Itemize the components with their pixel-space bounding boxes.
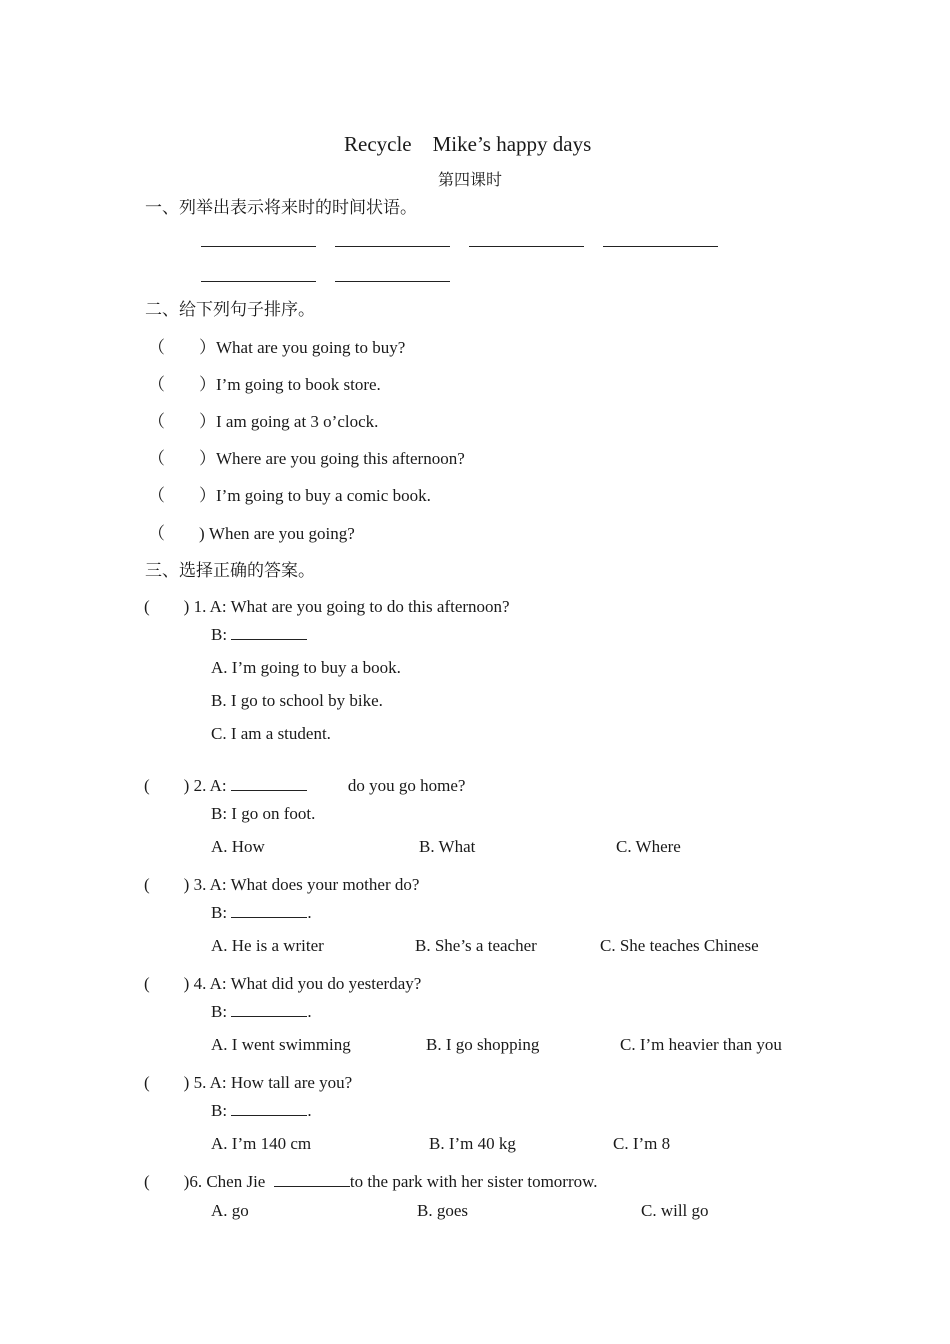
q4-option-a: A. I went swimming [211,1035,351,1054]
answer-blank[interactable] [603,246,718,247]
answer-blank[interactable] [231,776,307,791]
list-item [148,444,465,469]
q5-answer-line: B: . [211,1101,312,1120]
section3-heading: 三、选择正确的答案。 [145,561,315,580]
q2-option-b: B. What [419,837,476,856]
order-paren[interactable]: （ ） [148,449,216,468]
q1-option-a: A. I’m going to buy a book. [211,658,401,677]
q3-option-b: B. She’s a teacher [415,936,537,955]
answer-blank[interactable] [469,246,584,247]
q3-option-a: A. He is a writer [211,936,324,955]
list-item [148,333,405,358]
q2-option-c: C. Where [616,837,681,856]
answer-blank[interactable] [231,1101,307,1116]
section2-heading: 二、给下列句子排序。 [145,300,315,319]
order-paren[interactable]: （ ） [148,338,216,357]
order-paren[interactable]: （ ） [148,375,216,394]
q6-option-a: A. go [211,1201,249,1220]
lesson-subtitle: 第四课时 [438,172,503,189]
list-item [148,370,381,395]
sentence-text: Where are you going this afternoon? [216,449,465,468]
q4-answer-line: B: . [211,1002,312,1021]
q2-option-a: A. How [211,837,265,856]
sentence-text: ) When are you going? [199,524,355,543]
question-6: ( )6. Chen Jie to the park with her sister tomorrow. [144,1172,598,1191]
question-5: ( ) 5. A: How tall are you? [144,1073,353,1092]
q6-option-c: C. will go [641,1201,709,1220]
q4-option-b: B. I go shopping [426,1035,540,1054]
q1-option-c: C. I am a student. [211,724,331,743]
q5-option-b: B. I’m 40 kg [429,1134,516,1153]
list-item [148,519,355,544]
q2-answer-line: B: I go on foot. [211,804,316,823]
answer-blank[interactable] [274,1172,350,1187]
answer-blank[interactable] [335,246,450,247]
list-item [148,481,431,506]
sentence-text: I’m going to book store. [216,375,381,394]
answer-blank[interactable] [231,625,307,640]
list-item [148,407,378,432]
sentence-text: I’m going to buy a comic book. [216,486,431,505]
order-paren[interactable]: （ [148,524,199,543]
sentence-text: What are you going to buy? [216,338,406,357]
question-1: ( ) 1. A: What are you going to do this afternoon? [144,597,510,616]
q3-option-c: C. She teaches Chinese [600,936,759,955]
answer-blank[interactable] [335,281,450,282]
q5-option-a: A. I’m 140 cm [211,1134,312,1153]
q6-option-b: B. goes [417,1201,468,1220]
question-3: ( ) 3. A: What does your mother do? [144,875,420,894]
answer-blank[interactable] [201,246,316,247]
q1-option-b: B. I go to school by bike. [211,691,383,710]
answer-blank[interactable] [201,281,316,282]
section1-heading: 一、列举出表示将来时的时间状语。 [145,198,417,217]
q3-answer-line: B: . [211,903,312,922]
answer-blank[interactable] [231,903,307,918]
question-2: ( ) 2. A: do you go home? [144,776,466,795]
answer-blank[interactable] [231,1002,307,1017]
q1-answer-line: B: [211,625,307,645]
question-4: ( ) 4. A: What did you do yesterday? [144,974,422,993]
q4-option-c: C. I’m heavier than you [620,1035,782,1054]
order-paren[interactable]: （ ） [148,486,216,505]
sentence-text: I am going at 3 o’clock. [216,412,379,431]
order-paren[interactable]: （ ） [148,412,216,431]
page-title: Recycle Mike’s happy days [344,132,592,156]
q5-option-c: C. I’m 8 [613,1134,671,1153]
